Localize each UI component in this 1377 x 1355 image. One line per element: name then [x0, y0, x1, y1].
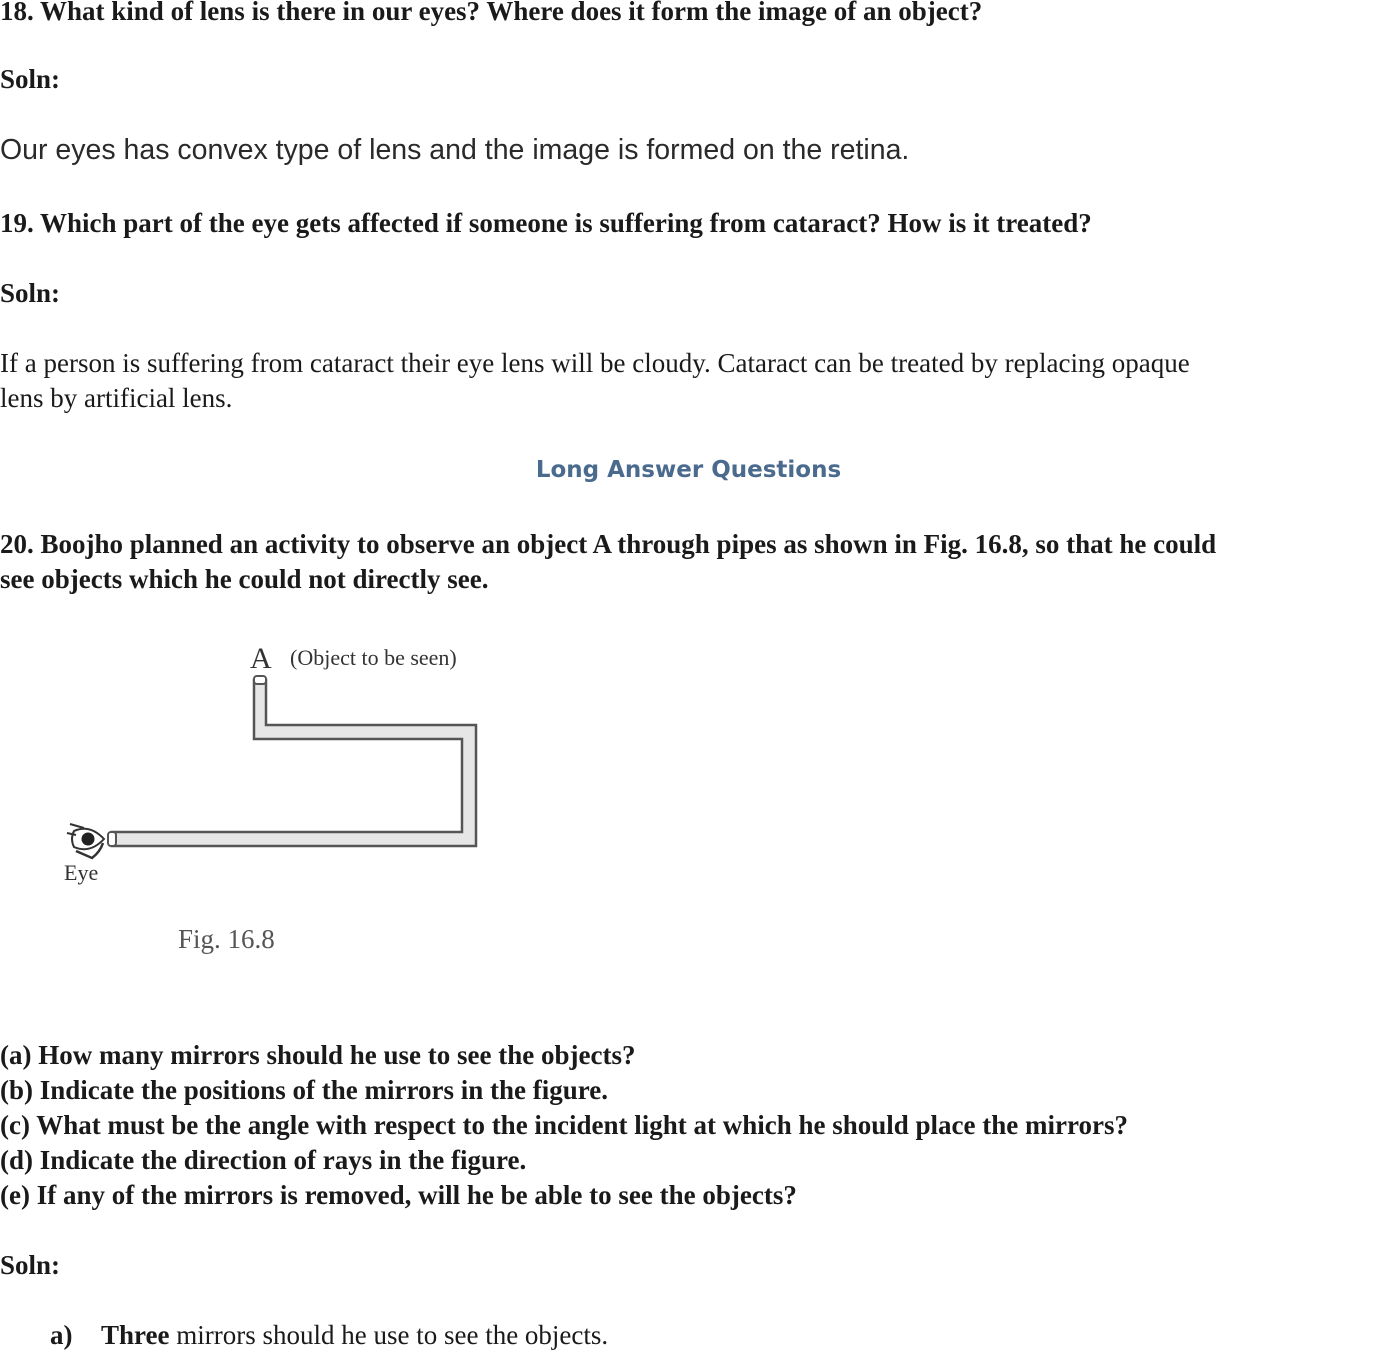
- answer-19-line1: If a person is suffering from cataract their eye lens will be cloudy. Cataract can be treated by replacing opaque: [0, 348, 1190, 378]
- question-19: 19. Which part of the eye gets affected if someone is suffering from cataract? How is it treated?: [0, 208, 1092, 238]
- part-c: (c) What must be the angle with respect to the incident light at which he should place the mirrors?: [0, 1110, 1128, 1140]
- object-caption-label: (Object to be seen): [290, 645, 457, 670]
- question-18: 18. What kind of lens is there in our eyes? Where does it form the image of an object?: [0, 0, 983, 26]
- soln-label-20: Soln:: [0, 1250, 61, 1280]
- section-heading: Long Answer Questions: [535, 457, 842, 483]
- eye-icon: [67, 824, 104, 858]
- object-a-label: A: [250, 642, 272, 675]
- pipe-top-opening: [254, 676, 266, 684]
- part-b: (b) Indicate the positions of the mirrors in the figure.: [0, 1075, 608, 1105]
- part-d: (d) Indicate the direction of rays in the figure.: [0, 1145, 527, 1175]
- eye-label: Eye: [64, 860, 99, 885]
- part-a: (a) How many mirrors should he use to see the objects?: [0, 1040, 636, 1070]
- answer-19-line2: lens by artificial lens.: [0, 383, 233, 413]
- pipe-eye-opening: [108, 832, 116, 846]
- answer-a: [50, 1320, 608, 1351]
- pipe-figure: [40, 628, 540, 898]
- answer-a-bold: Three: [101, 1320, 170, 1350]
- part-e: (e) If any of the mirrors is removed, will he be able to see the objects?: [0, 1180, 797, 1210]
- question-20-line2: see objects which he could not directly see.: [0, 564, 489, 594]
- answer-a-text: mirrors should he use to see the objects.: [169, 1320, 609, 1350]
- figure-caption: Fig. 16.8: [178, 924, 275, 954]
- question-20-line1: 20. Boojho planned an activity to observe an object A through pipes as shown in Fig. 16.8, so that he could: [0, 529, 1217, 559]
- answer-a-marker: a): [50, 1320, 73, 1350]
- soln-label-19: Soln:: [0, 278, 61, 308]
- soln-label-18: Soln:: [0, 64, 61, 94]
- periscope-pipe: [112, 680, 476, 846]
- answer-18: Our eyes has convex type of lens and the image is formed on the retina.: [0, 134, 910, 166]
